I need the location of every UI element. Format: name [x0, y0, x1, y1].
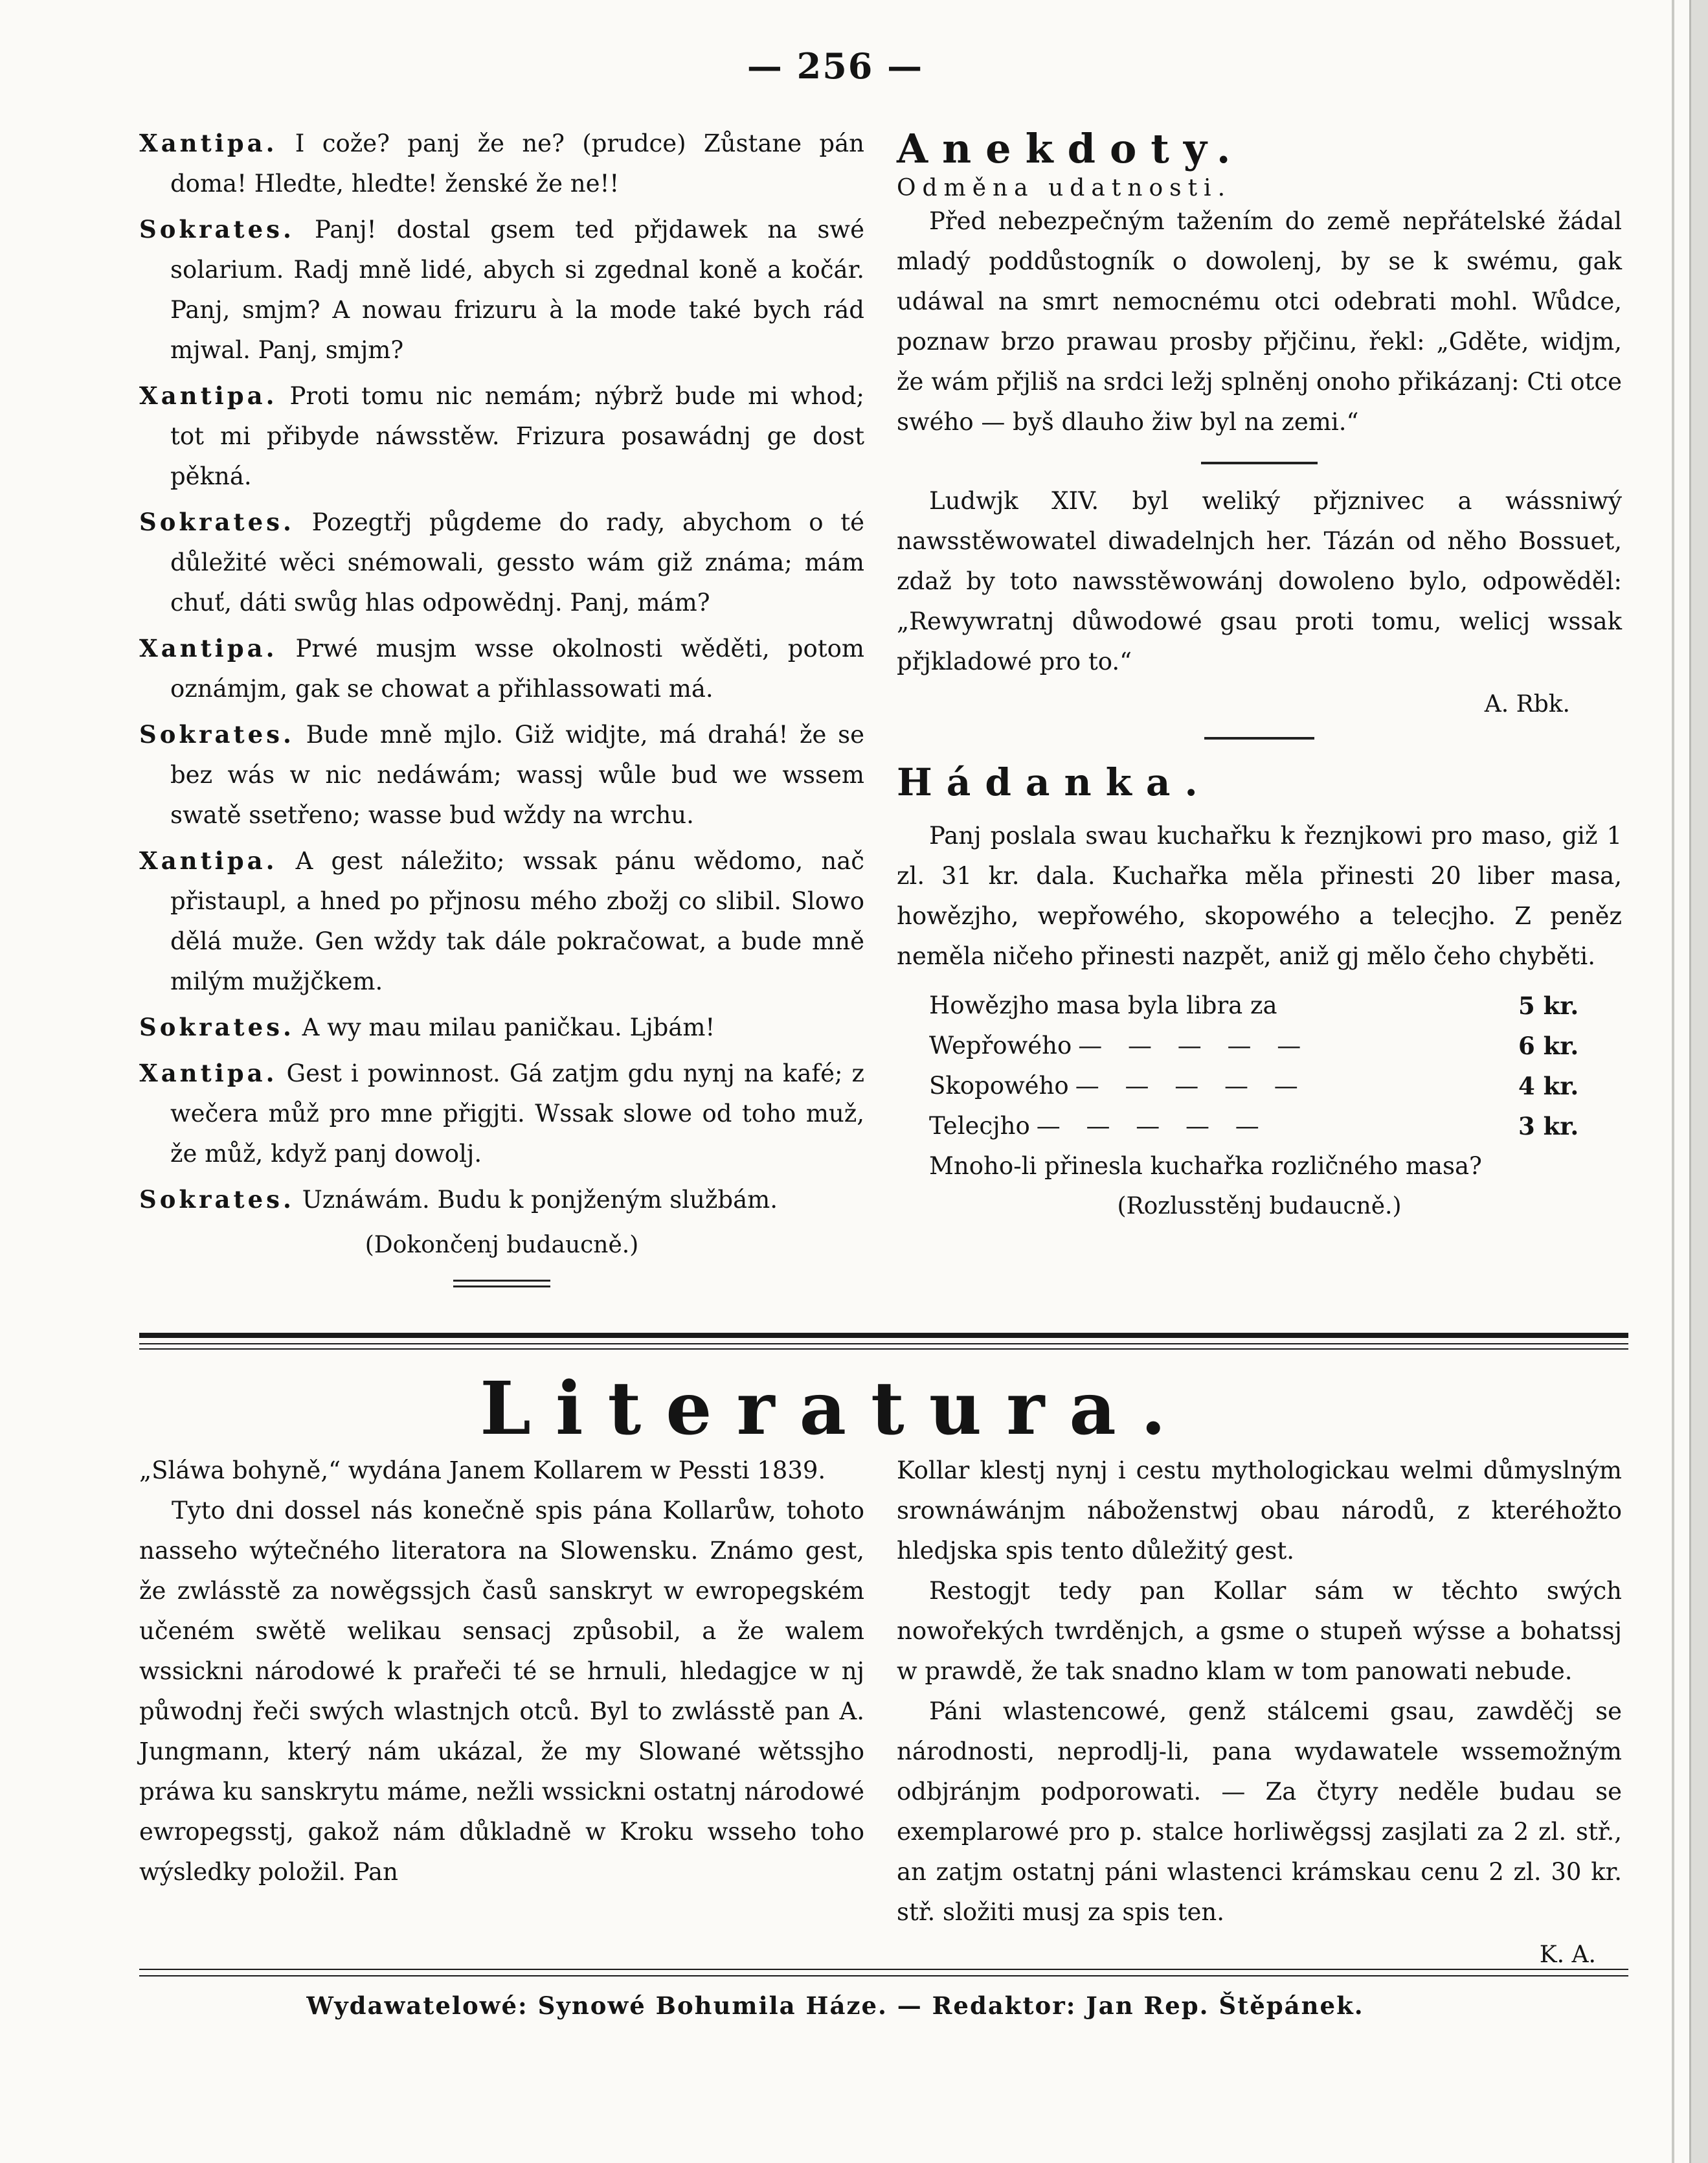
- speaker-name: Xantipa.: [139, 381, 278, 410]
- meat-name: Telecjho: [929, 1112, 1030, 1140]
- speaker-name: Sokrates.: [139, 508, 295, 536]
- dialogue-text: I cože? panj že ne? (prudce) Zůstane pán doma! Hledte, hledte! ženské že ne!!: [170, 130, 864, 198]
- review-paragraph: Restogjt tedy pan Kollar sám w těchto swých nowořekých twrděnjch, a gsme o stupeň wýsse a bohatssj w prawdě, že tak snadno klam w tom panowati nebude.: [897, 1577, 1622, 1685]
- meat-name: Wepřowého: [929, 1032, 1072, 1059]
- dialogue-line: [139, 209, 864, 370]
- section-title-hadanka: Hádanka.: [897, 760, 1212, 804]
- anecdote-divider: [1201, 462, 1318, 464]
- dialogue-text: Bude mně mjlo. Giž widjte, má drahá! že se bez wás w nic nedáwám; wassj wůle bud we wssem swatě ssetřeno; wasse bud wždy na wrchu.: [170, 721, 864, 829]
- price-row: [929, 1066, 1622, 1106]
- anecdote-signature: A. Rbk.: [1484, 691, 1570, 718]
- section-title-literatura: Literatura.: [480, 1366, 1191, 1451]
- riddle-text: Panj poslala swau kuchařku k řeznjkowi pro maso, giž 1 zl. 31 kr. dala. Kuchařka měla přinesti 20 liber masa, howězjho, wepřowého, skopowého a telecjho. Z peněz neměla ničeho přinesti nazpět, aniž gj mělo čeho chyběti.: [897, 822, 1622, 970]
- dialogue-line: [139, 628, 864, 709]
- section-heavy-rule: [139, 1333, 1628, 1338]
- dialogue-line: [139, 1053, 864, 1174]
- page-fold-line: [1672, 0, 1674, 2163]
- dialogue-text: Pozegtřj půgdeme do rady, abychom o té důležité wěci snémowali, gessto wám giž známa; mám chuť, dáti swůg hlas odpowědnj. Panj, mám?: [170, 508, 864, 617]
- dialogue-line: [139, 123, 864, 204]
- dialogue-line: [139, 1179, 864, 1220]
- section-thin-rule: [139, 1343, 1628, 1344]
- review-paragraph: Tyto dni dossel nás konečně spis pána Kollarůw, tohoto nasseho wýtečného literatora na Slowensku. Známo gest, že zwlásstě za nowěgssjch časů sanskryt w ewropegském učeném swětě welikau sensacj způsobil, a že walem wssickni národowé k prařeči té se hrnuli, hledagjce w nj půwodnj řeči swých wlastnjch otců. Byl to zwlásstě pan A. Jungmann, který nám ukázal, že my Slowané wětssjho práwa ku sanskrytu máme, nežli wssickni ostatnj národowé ewropegsstj, gakož nám důkladně w Kroku wsseho toho wýsledky položil. Pan: [139, 1497, 864, 1886]
- end-double-rule: [453, 1280, 550, 1287]
- dialogue-text: Proti tomu nic nemám; nýbrž bude mi whod; tot mi přibyde náwsstěw. Frizura posawádnj ge dost pěkná.: [170, 382, 865, 490]
- publisher-footer: Wydawatelowé: Synowé Bohumila Háze. — Redaktor: Jan Rep. Štěpánek.: [306, 1991, 1364, 2020]
- price-dashes: — — — — —: [1075, 1072, 1307, 1100]
- page-number: — 256 —: [747, 45, 924, 87]
- dialogue-text: A wy mau milau paničkau. Ljbám!: [302, 1014, 715, 1041]
- continuation-note: (Dokončenj budaucně.): [365, 1232, 639, 1258]
- footer-rule: [139, 1975, 1628, 1976]
- anecdotes-column: [897, 123, 1622, 1227]
- review-signature: K. A.: [1539, 1942, 1596, 1968]
- speaker-name: Xantipa.: [139, 1059, 278, 1087]
- price-row: [929, 1026, 1622, 1066]
- price-row: [929, 1106, 1622, 1146]
- price-row: [929, 986, 1622, 1026]
- literatura-left-column: [139, 1451, 864, 1892]
- dialogue-text: Gest i powinnost. Gá zatjm gdu nynj na kafé; z wečera můž pro mne přigjti. Wssak slowe od toho muž, že můž, když panj dowolj.: [170, 1059, 864, 1168]
- section-title-anekdoty: Anekdoty.: [897, 125, 1245, 172]
- dialogue-line: [139, 376, 864, 497]
- riddle-divider: [1204, 737, 1314, 740]
- meat-name: Howězjho masa byla libra za: [929, 991, 1277, 1019]
- dialogue-text: Prwé musjm wsse okolnosti wěděti, potom oznámjm, gak se chowat a přihlassowati má.: [170, 635, 864, 703]
- speaker-name: Sokrates.: [139, 1185, 295, 1214]
- dialogue-line: [139, 1007, 864, 1048]
- literatura-right-column: [897, 1451, 1622, 1968]
- price-dashes: — — — — —: [1078, 1032, 1310, 1059]
- dialogue-line: [139, 841, 864, 1002]
- dialogue-column: [139, 123, 864, 1287]
- speaker-name: Sokrates.: [139, 215, 295, 243]
- meat-price: 4 kr.: [1518, 1072, 1579, 1100]
- meat-price: 3 kr.: [1518, 1112, 1579, 1140]
- price-list: [897, 986, 1622, 1146]
- book-citation: „Sláwa bohyně,“ wydána Janem Kollarem w Pessti 1839.: [139, 1456, 826, 1484]
- speaker-name: Xantipa.: [139, 634, 278, 662]
- meat-price: 5 kr.: [1518, 991, 1579, 1020]
- price-dashes: — — — — —: [1036, 1112, 1268, 1140]
- continuation-note: (Rozlusstěnj budaucně.): [1117, 1193, 1402, 1219]
- page-edge: [1689, 0, 1708, 2163]
- dialogue-line: [139, 502, 864, 623]
- meat-name: Skopowého: [929, 1072, 1069, 1100]
- anecdote-text: Před nebezpečným tažením do země nepřátelské žádal mladý poddůstogník o dowolenj, by se k swému, gak udáwal na smrt nemocnému otci odebrati mohl. Wůdce, poznaw brzo prawau prosby přjčinu, řekl: „Gděte, widjm, že wám přjliš na srdci ležj splněnj onoho přikázanj: Cti otce swého — byš dlauho žiw byl na zemi.“: [897, 207, 1622, 436]
- dialogue-text: Uznáwám. Budu k ponjženým službám.: [302, 1186, 778, 1214]
- anecdote-text: Ludwjk XIV. byl weliký přjznivec a wássniwý nawsstěwowatel diwadelnjch her. Tázán od něho Bossuet, zdaž by toto nawsstěwowánj dowoleno bylo, odpowěděl: „Rewywratnj důwodowé gsau proti tomu, welicj wssak přjkladowé pro to.“: [897, 487, 1622, 675]
- section-thin-rule: [139, 1348, 1628, 1350]
- anecdote-subtitle: Odměna udatnosti.: [897, 175, 1232, 201]
- dialogue-line: [139, 714, 864, 835]
- review-paragraph: Kollar klestj nynj i cestu mythologickau welmi důmyslným srownáwánjm náboženstwj obau národů, z kteréhožto hledjska spis tento důležitý gest.: [897, 1456, 1622, 1565]
- speaker-name: Sokrates.: [139, 1013, 295, 1041]
- speaker-name: Sokrates.: [139, 720, 295, 749]
- price-dashes: [1277, 986, 1518, 1026]
- meat-price: 6 kr.: [1518, 1032, 1579, 1060]
- footer-rule: [139, 1969, 1628, 1970]
- review-paragraph: Páni wlastencowé, genž stálcemi gsau, zawděčj se národnosti, neprodlj-li, pana wydawatele wssemožným odbjránjm podporowati. — Za čtyry neděle budau se exemplarowé pro p. stalce horliwěgssj zasjlati za 2 zl. stř., an zatjm ostatnj páni wlastenci krámskau cenu 2 zl. 30 kr. stř. složiti musj za spis ten.: [897, 1697, 1622, 1926]
- riddle-question: Mnoho-li přinesla kuchařka rozličného masa?: [929, 1152, 1482, 1180]
- speaker-name: Xantipa.: [139, 846, 278, 875]
- dialogue-text: Panj! dostal gsem ted přjdawek na swé solarium. Radj mně lidé, abych si zgednal koně a kočár. Panj, smjm? A nowau frizuru à la mode také bych rád mjwal. Panj, smjm?: [170, 216, 864, 364]
- dialogue-text: A gest náležito; wssak pánu wědomo, nač přistaupl, a hned po přjnosu mého zbožj co slibil. Slowo dělá muže. Gen wždy tak dále pokračowat, a bude mně milým mužjčkem.: [170, 847, 864, 995]
- speaker-name: Xantipa.: [139, 129, 278, 157]
